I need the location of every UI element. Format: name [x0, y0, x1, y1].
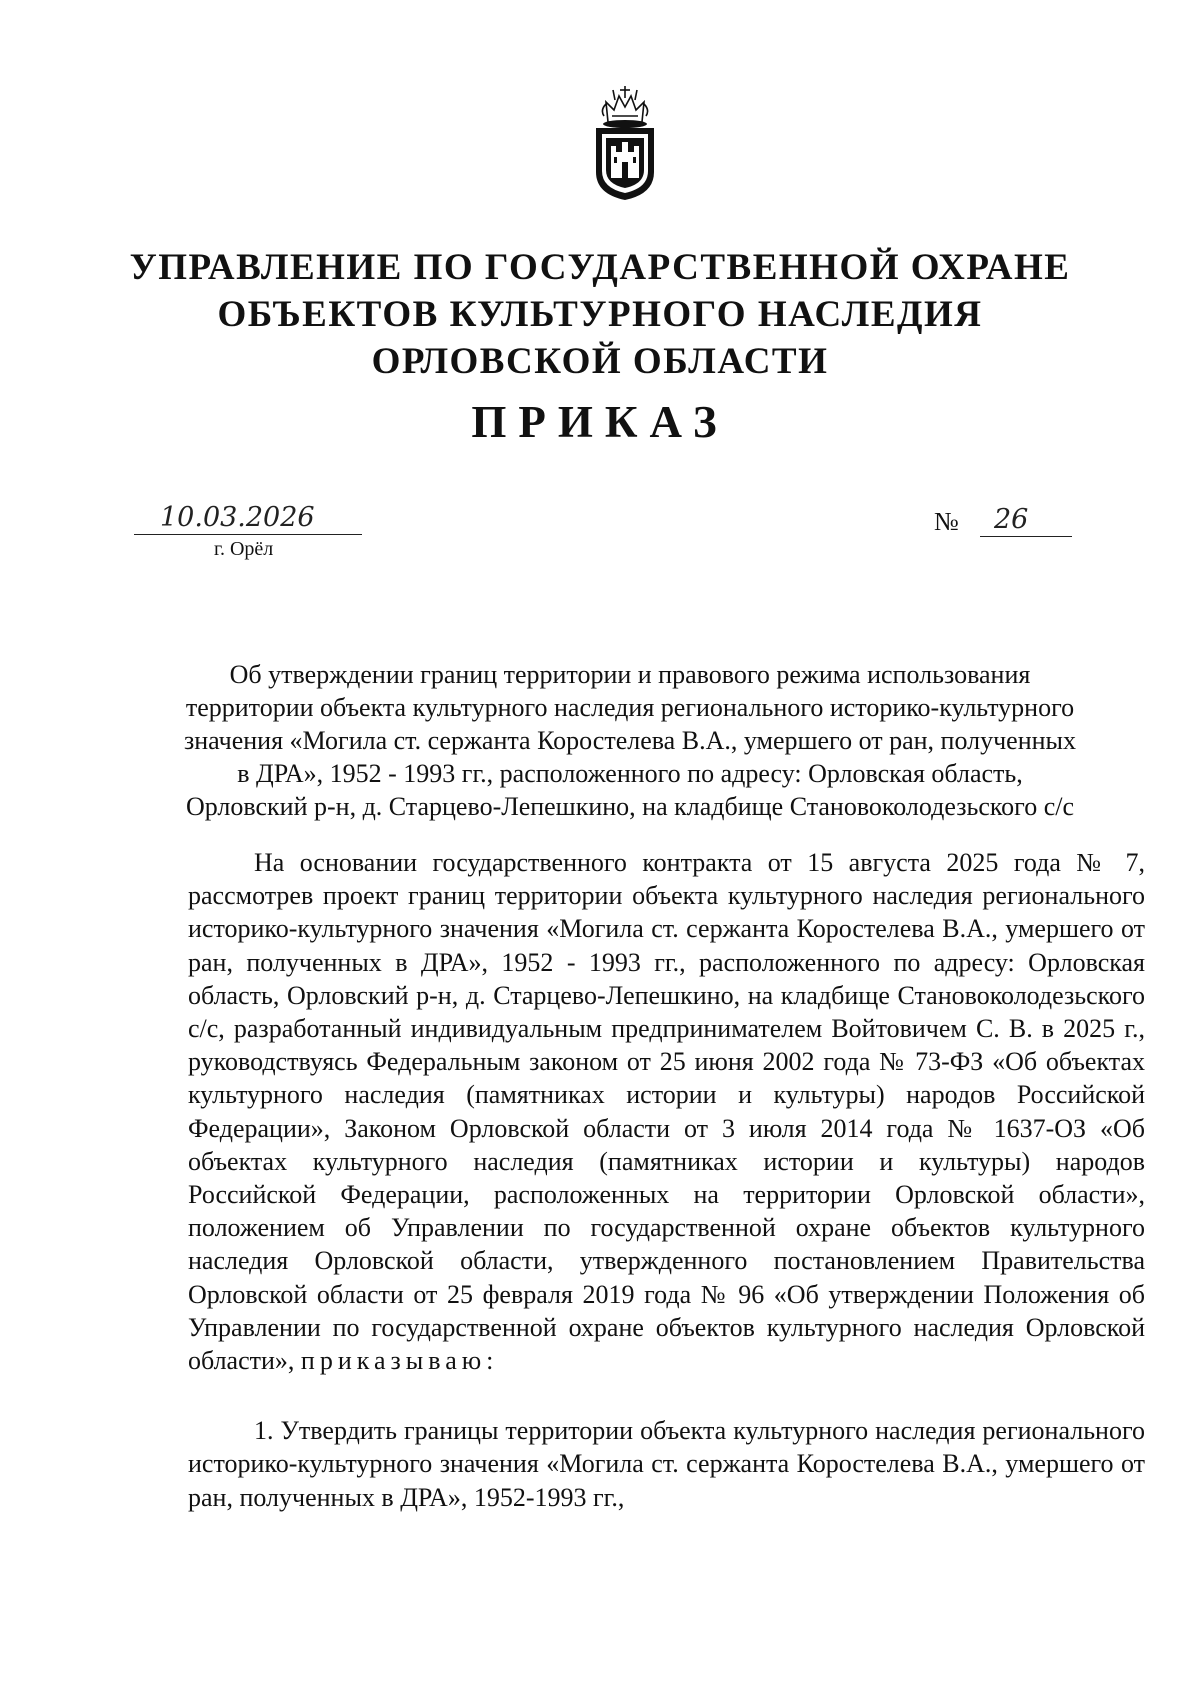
coat-of-arms-icon: [582, 76, 668, 204]
organization-name-line-2: ОБЪЕКТОВ КУЛЬТУРНОГО НАСЛЕДИЯ: [217, 294, 983, 335]
number-line: [980, 506, 1072, 537]
number-sign: №: [934, 507, 959, 536]
subject-line: Орловский р-н, д. Старцево-Лепешкино, на кладбище Становоколодезьского с/с: [185, 792, 1075, 821]
item-1-paragraph: 1. Утвердить границы территории объекта культурного наследия регионального историко-культурного значения «Могила ст. сержанта Коростелева В.А., умершего от ран, полученных в ДРА», 1952-1993 гг.,: [188, 1416, 1145, 1512]
city: г. Орёл: [214, 538, 274, 560]
subject-line: территории объекта культурного наследия регионального историко-культурного: [185, 693, 1075, 722]
preamble-text: На основании государственного контракта от 15 августа 2025 года № 7, рассмотрев проект границ территории объекта культурного наследия регионального историко-культурного значения «Могила ст. сержанта Коростелева В.А., умершего от ран, полученных в ДРА», 1952 - 1993 гг., расположенного по адресу: Орловская область, Орловский р-н, д. Старцево-Лепешкино, на кладбище Становоколодезьского с/с, разработанный индивидуальным предпринимателем Войтовичем С. В. в 2025 г., руководствуясь Федеральным законом от 25 июня 2002 года № 73-ФЗ «Об объектах культурного наследия (памятниках истории и культуры) народов Российской Федерации», Законом Орловской области от 3 июля 2014 года № 1637-ОЗ «Об объектах культурного наследия (памятниках истории и культуры) народов Российской Федерации, расположенных на территории Орловской области», положением об Управлении по государственной охране объектов культурного наследия Орловской области, утвержденного постановлением Правительства Орловской области от 25 февраля 2019 года № 96 «Об утверждении Положения об Управлении по государственной охране объектов культурного наследия Орловской области»,: [188, 848, 1145, 1376]
handwritten-date: 10.03.2026: [160, 502, 315, 533]
order-subject: [150, 658, 1110, 823]
handwritten-number: 26: [994, 504, 1029, 535]
document-type-title: ПРИКАЗ: [471, 397, 729, 447]
preamble-paragraph: [188, 846, 1145, 1377]
organization-name-line-1: УПРАВЛЕНИЕ ПО ГОСУДАРСТВЕННОЙ ОХРАНЕ: [129, 247, 1071, 288]
organization-name: [0, 244, 1200, 385]
order-number-block: [934, 504, 1072, 537]
order-body: [188, 846, 1145, 1514]
date-block: [134, 502, 362, 560]
subject-line: Об утверждении границ территории и правового режима использования: [229, 660, 1031, 689]
organization-name-line-3: ОРЛОВСКОЙ ОБЛАСТИ: [371, 341, 829, 382]
subject-line: в ДРА», 1952 - 1993 гг., расположенного по адресу: Орловская область,: [237, 759, 1023, 788]
order-word: приказываю:: [300, 1346, 499, 1376]
subject-line: значения «Могила ст. сержанта Коростелева В.А., умершего от ран, полученных: [183, 726, 1077, 755]
date-line: [134, 504, 362, 535]
